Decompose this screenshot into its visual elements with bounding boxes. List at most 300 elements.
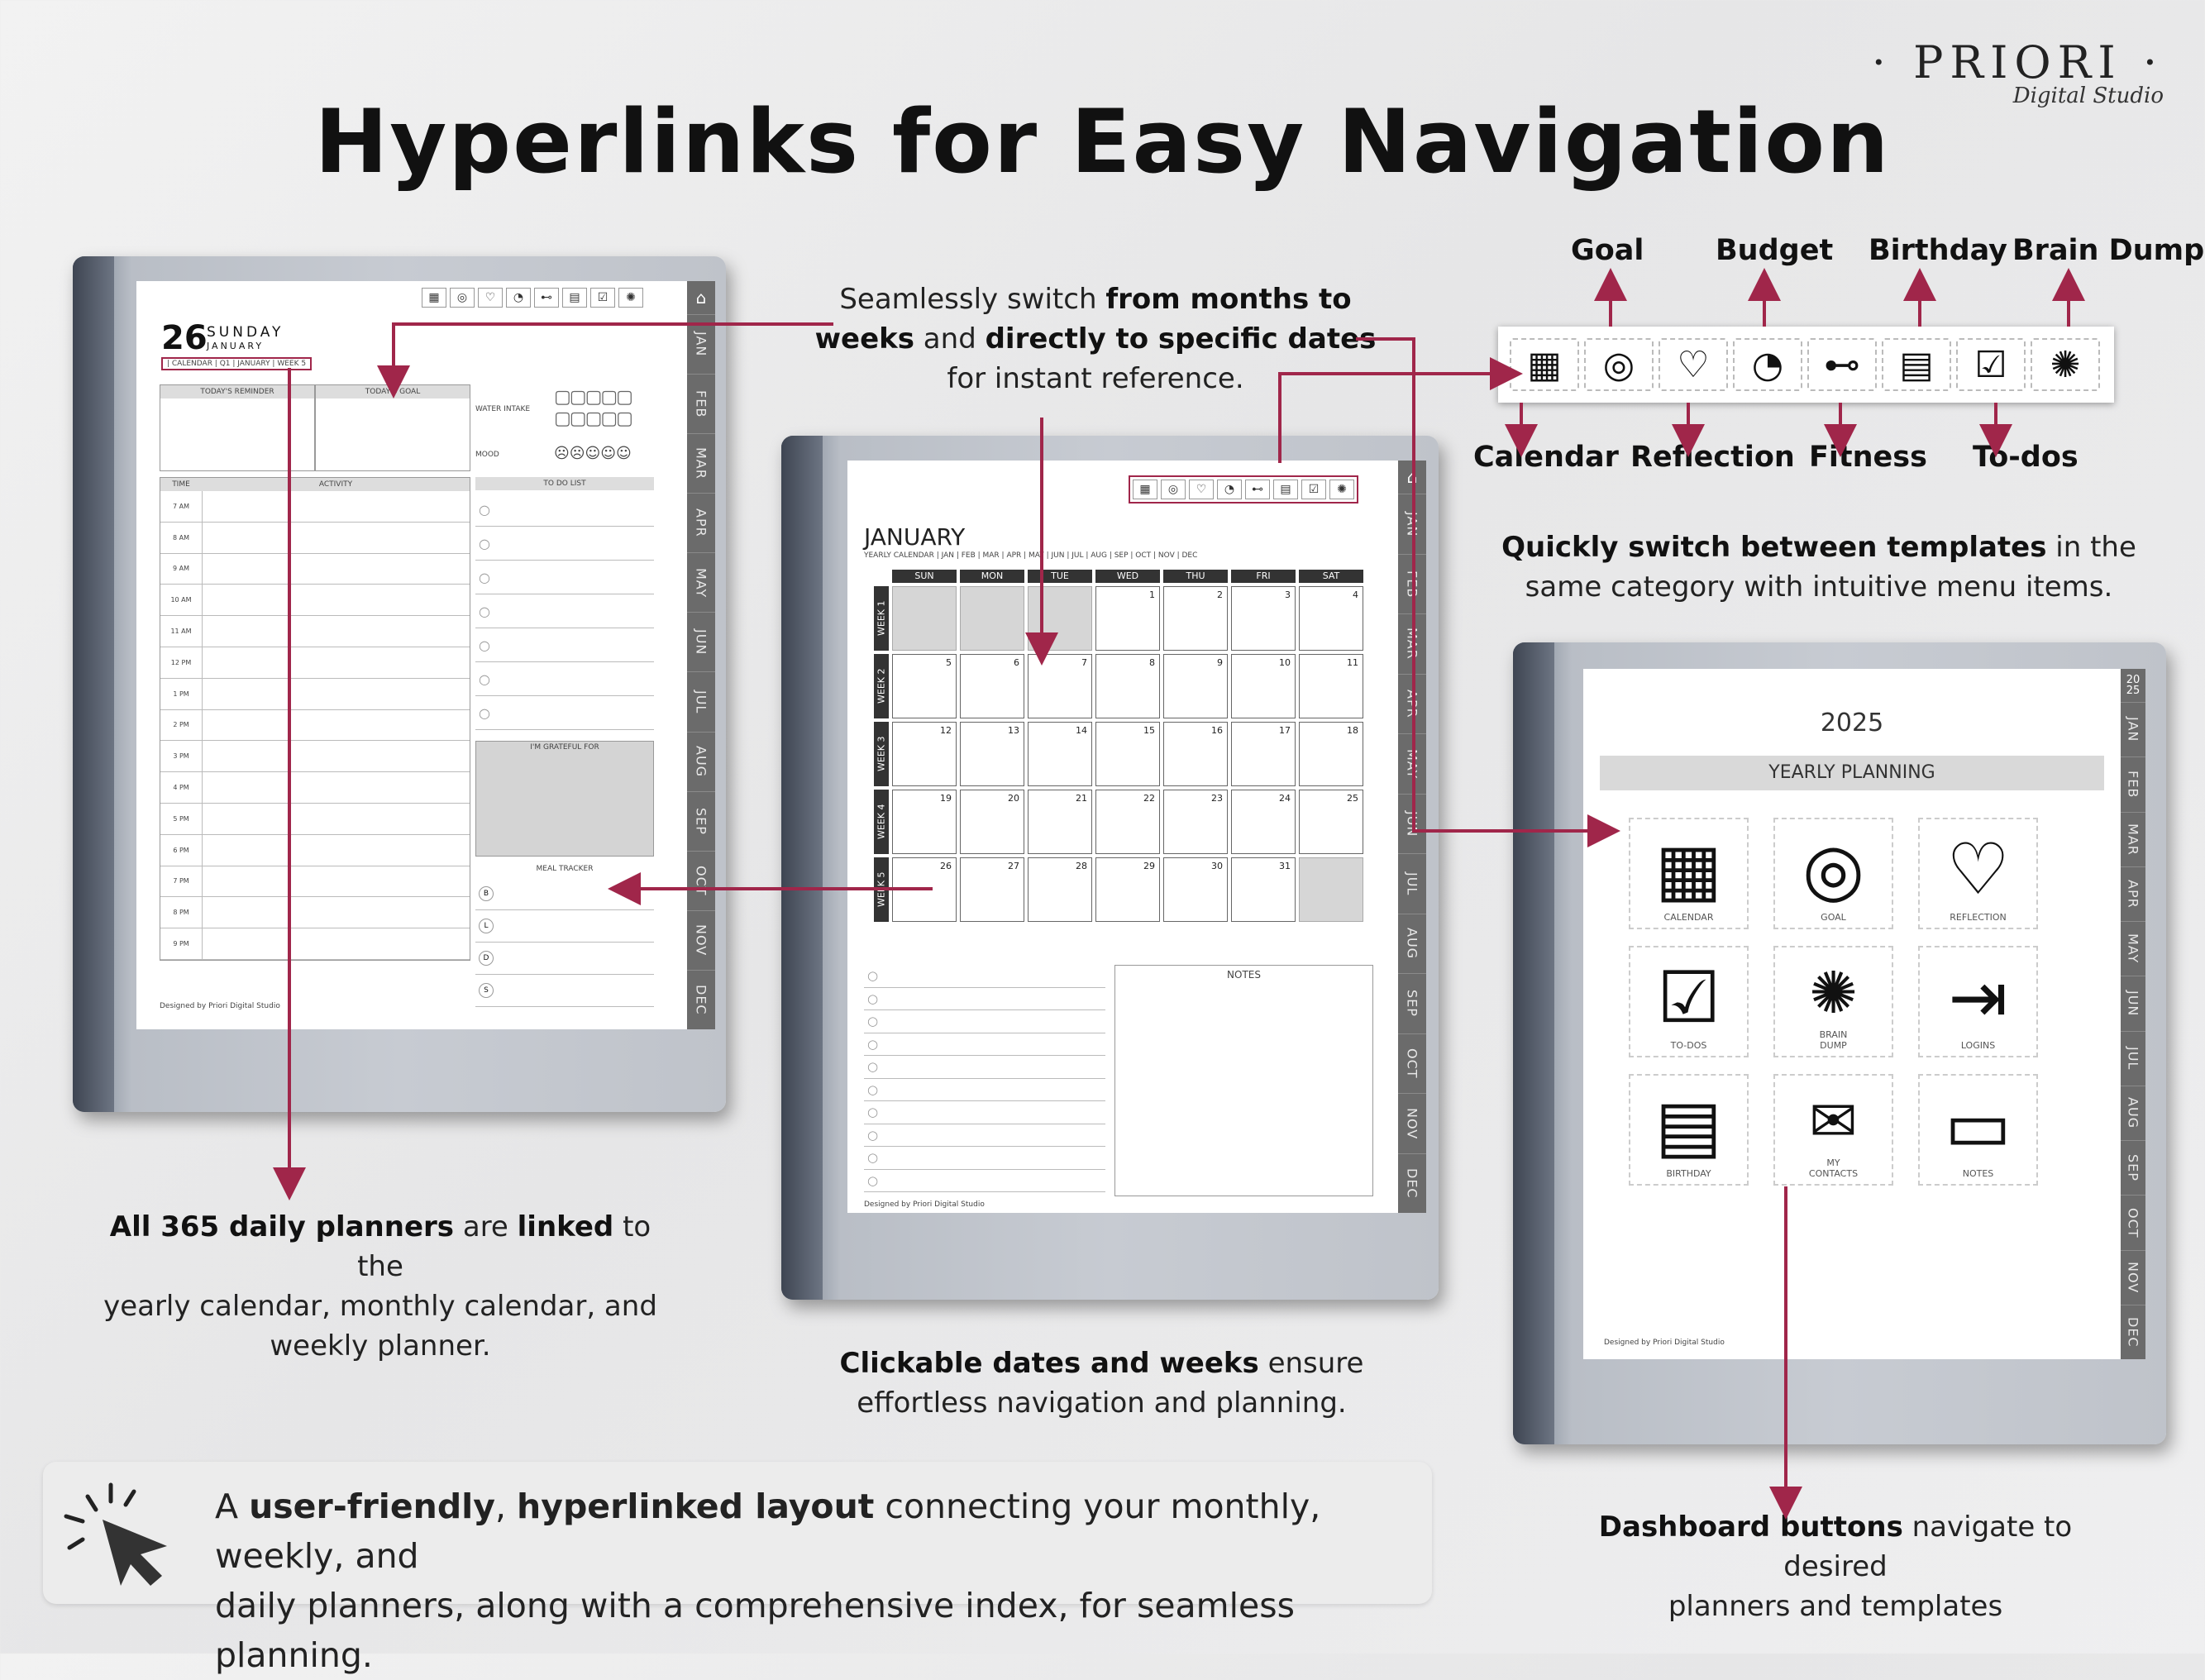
date-cell[interactable]: 1	[1095, 586, 1160, 651]
activity-cell[interactable]	[202, 585, 470, 615]
mood-faces-icon[interactable]: ☹☹☺☺☺	[554, 445, 632, 462]
meal-tracker	[475, 878, 654, 1007]
monthly-calendar-screen	[847, 461, 1426, 1213]
logout-arrow-icon: ⇥	[1948, 957, 2008, 1039]
tab-apr[interactable]: APR	[2121, 866, 2145, 921]
label-fitness: Fitness	[1809, 441, 1927, 474]
navigation-toolbar	[1498, 327, 2114, 403]
checkbox-icon[interactable]: ○	[867, 990, 879, 1006]
notes-icon: ▭	[1944, 1085, 2012, 1167]
tab-sep[interactable]: SEP	[2121, 1140, 2145, 1195]
heart-hands-icon[interactable]: ♡	[1189, 480, 1214, 499]
caption-templates	[1488, 527, 2150, 607]
activity-cell[interactable]	[202, 647, 470, 678]
mood-label: MOOD	[475, 451, 499, 459]
heart-hands-icon[interactable]: ♡	[478, 288, 503, 308]
checkbox-icon[interactable]: ○	[867, 1014, 879, 1029]
toolbar-todos[interactable]	[1956, 338, 2026, 391]
hour-label: 6 PM	[173, 846, 189, 854]
monthly-todo-item[interactable]	[864, 965, 1105, 988]
cap-bold: Clickable dates and weeks	[839, 1347, 1259, 1380]
date-cell[interactable]: 15	[1095, 722, 1160, 786]
checkbox-icon[interactable]: ○	[479, 671, 490, 687]
tab-dec[interactable]: DEC	[1398, 1153, 1426, 1214]
toolbar-calendar[interactable]	[1510, 338, 1579, 391]
logo-brand: · PRIORI ·	[1871, 36, 2164, 88]
hour-label: 7 AM	[172, 502, 189, 510]
dash-label: TO-DOS	[1670, 1040, 1707, 1051]
checkbox-icon[interactable]: ○	[867, 1059, 879, 1075]
checkbox-icon[interactable]: ○	[479, 704, 490, 721]
date-cell[interactable]: 14	[1028, 722, 1092, 786]
dash-contacts[interactable]	[1773, 1074, 1893, 1186]
monthly-todo-list	[864, 965, 1105, 1192]
date-cell[interactable]: 9	[1163, 654, 1228, 718]
todo-item[interactable]	[475, 493, 654, 527]
weekday-header: THU	[1163, 570, 1228, 583]
tab-mar[interactable]: MAR	[1398, 613, 1426, 674]
checkbox-icon[interactable]: ○	[479, 501, 490, 518]
calendar-icon: ▦	[1654, 828, 1723, 911]
weekday-header: MON	[960, 570, 1024, 583]
calendar-icon[interactable]: ▦	[422, 288, 446, 308]
activity-cell[interactable]	[202, 741, 470, 771]
toolbar-birthday[interactable]	[1882, 338, 1951, 391]
tab-oct[interactable]: OCT	[2121, 1195, 2145, 1249]
monthly-footer: Designed by Priori Digital Studio	[864, 1200, 985, 1209]
calendar-icon: ▦	[1527, 343, 1562, 386]
tab-may[interactable]: MAY	[2121, 921, 2145, 976]
month-tabs	[687, 281, 715, 1029]
date-cell[interactable]	[1028, 586, 1092, 651]
tab-jul[interactable]: JUL	[687, 671, 715, 731]
monthly-todo-item[interactable]	[864, 1056, 1105, 1079]
tab-jul[interactable]: JUL	[1398, 853, 1426, 914]
month-title: JANUARY	[864, 523, 966, 551]
activity-header: ACTIVITY	[318, 480, 353, 489]
meal-badge: S	[479, 983, 494, 998]
cap-text: same category with intuitive menu items.	[1525, 570, 2113, 604]
hour-row[interactable]	[160, 554, 470, 585]
date-cell[interactable]: 19	[892, 790, 957, 854]
cap-text: effortless navigation and planning.	[857, 1386, 1347, 1420]
date-cell[interactable]: 18	[1299, 722, 1363, 786]
dash-label: REFLECTION	[1950, 912, 2007, 923]
cap-text: are	[454, 1210, 518, 1243]
date-cell[interactable]: 26	[892, 857, 957, 922]
activity-cell[interactable]	[202, 866, 470, 897]
toolbar-reflection[interactable]	[1659, 338, 1728, 391]
water-cups-icon[interactable]: ▢▢▢▢▢ ▢▢▢▢▢	[554, 387, 632, 429]
checkbox-icon[interactable]: ○	[867, 968, 879, 984]
hour-row[interactable]	[160, 647, 470, 679]
dash-logins[interactable]	[1918, 946, 2038, 1057]
goal-box[interactable]	[315, 384, 470, 471]
label-birthday: Birthday	[1869, 234, 2007, 267]
daily-icon-bar	[422, 288, 643, 308]
hour-rows	[160, 491, 470, 960]
device-daily	[73, 256, 726, 1112]
hour-row[interactable]	[160, 897, 470, 928]
date-cell[interactable]: 30	[1163, 857, 1228, 922]
date-cell[interactable]: 3	[1231, 586, 1296, 651]
tab-may[interactable]: MAY	[1398, 733, 1426, 794]
day-number: 26	[161, 319, 208, 357]
banner-text	[215, 1482, 1422, 1680]
tab-may[interactable]: MAY	[687, 552, 715, 612]
weekday: SUNDAY	[207, 324, 284, 341]
calendar-grid	[892, 570, 1363, 922]
tab-nov[interactable]: NOV	[687, 910, 715, 970]
hour-label: 2 PM	[173, 721, 189, 729]
date-cell[interactable]: 2	[1163, 586, 1228, 651]
cap-text: yearly calendar, monthly calendar, and	[103, 1290, 657, 1323]
daily-footer: Designed by Priori Digital Studio	[160, 1002, 280, 1010]
checkbox-icon[interactable]: ○	[479, 535, 490, 551]
todo-item[interactable]	[475, 594, 654, 628]
caption-clickable-dates	[827, 1344, 1377, 1423]
tab-feb[interactable]: FEB	[2121, 756, 2145, 811]
hour-label: 8 AM	[172, 533, 189, 542]
todo-item[interactable]	[475, 696, 654, 730]
date-cell[interactable]: 21	[1028, 790, 1092, 854]
activity-cell[interactable]	[202, 554, 470, 585]
target-icon[interactable]: ◎	[450, 288, 475, 308]
tab-nov[interactable]: NOV	[1398, 1093, 1426, 1153]
hour-label: 12 PM	[170, 658, 192, 666]
week-label[interactable]: WEEK 1	[874, 586, 889, 651]
monthly-breadcrumb[interactable]: YEARLY CALENDAR | JAN | FEB | MAR | APR | MAY | JUN | JUL | AUG | SEP | OCT | NOV | DEC	[864, 551, 1198, 560]
toolbar-fitness[interactable]	[1807, 338, 1877, 391]
date-cell[interactable]	[1299, 857, 1363, 922]
date-cell[interactable]: 22	[1095, 790, 1160, 854]
checkbox-icon[interactable]: ○	[867, 1081, 879, 1097]
activity-cell[interactable]	[202, 679, 470, 709]
target-icon[interactable]: ◎	[1161, 480, 1186, 499]
hour-row[interactable]	[160, 835, 470, 866]
meal-row[interactable]	[475, 878, 654, 910]
tab-oct[interactable]: OCT	[687, 851, 715, 910]
year-title: 2025	[1820, 709, 1884, 737]
date-cell[interactable]: 29	[1095, 857, 1160, 922]
caption-daily-links	[83, 1207, 678, 1366]
cake-icon[interactable]: ▤	[562, 288, 587, 308]
cap-text: navigate to desired	[1783, 1511, 2073, 1583]
tab-aug[interactable]: AUG	[1398, 914, 1426, 974]
date-cell[interactable]: 27	[960, 857, 1024, 922]
tab-dec[interactable]: DEC	[2121, 1305, 2145, 1359]
checklist-icon: ☑	[1974, 343, 2007, 386]
date-cell[interactable]: 11	[1299, 654, 1363, 718]
reminder-label: TODAY'S REMINDER	[160, 385, 314, 399]
grateful-label: I'M GRATEFUL FOR	[530, 743, 599, 752]
tab-sep[interactable]: SEP	[1398, 973, 1426, 1033]
tab-jan[interactable]: JAN	[687, 314, 715, 374]
monthly-todo-item[interactable]	[864, 1079, 1105, 1102]
tab-mar[interactable]: MAR	[2121, 812, 2145, 866]
dash-birthday[interactable]	[1629, 1074, 1749, 1186]
todo-header	[475, 477, 654, 490]
tab-aug[interactable]: AUG	[687, 732, 715, 791]
monthly-todo-item[interactable]	[864, 1101, 1105, 1124]
home-icon[interactable]: ⌂	[695, 288, 707, 308]
schedule-table	[160, 477, 470, 961]
checklist-icon[interactable]: ☑	[1301, 480, 1326, 499]
meal-row[interactable]	[475, 943, 654, 975]
date-cell[interactable]: 4	[1299, 586, 1363, 651]
activity-cell[interactable]	[202, 835, 470, 866]
yearly-footer: Designed by Priori Digital Studio	[1604, 1339, 1725, 1347]
date-cell[interactable]: 12	[892, 722, 957, 786]
tab-feb[interactable]: FEB	[1398, 554, 1426, 614]
label-goal: Goal	[1571, 234, 1644, 267]
checkbox-icon[interactable]: ○	[867, 1127, 879, 1143]
date-cell[interactable]: 16	[1163, 722, 1228, 786]
tab-oct[interactable]: OCT	[1398, 1033, 1426, 1094]
week-label[interactable]: WEEK 3	[874, 722, 889, 786]
hour-label: 5 PM	[173, 814, 189, 823]
checkbox-icon[interactable]: ○	[479, 603, 490, 619]
cursor-click-icon	[61, 1480, 177, 1587]
date-cell[interactable]: 5	[892, 654, 957, 718]
dumbbell-icon[interactable]: ⊷	[534, 288, 559, 308]
tab-jun[interactable]: JUN	[687, 612, 715, 671]
monthly-icon-bar	[1129, 475, 1358, 504]
meal-row[interactable]	[475, 910, 654, 943]
date-cell[interactable]: 23	[1163, 790, 1228, 854]
monthly-todo-item[interactable]	[864, 1033, 1105, 1057]
dash-notes[interactable]	[1918, 1074, 2038, 1186]
lightbulb-icon[interactable]: ✺	[618, 288, 643, 308]
banner-span: connecting your monthly, weekly, and	[215, 1487, 1321, 1576]
activity-cell[interactable]	[202, 772, 470, 803]
cap-text: and	[914, 322, 986, 356]
date-cell[interactable]: 7	[1028, 654, 1092, 718]
date-cell[interactable]: 31	[1231, 857, 1296, 922]
monthly-todo-item[interactable]	[864, 988, 1105, 1011]
date-cell[interactable]: 17	[1231, 722, 1296, 786]
pie-chart-icon[interactable]: ◔	[506, 288, 531, 308]
checkbox-icon[interactable]: ○	[479, 637, 490, 653]
water-label: WATER INTAKE	[475, 405, 531, 413]
hour-label: 3 PM	[173, 752, 189, 761]
tab-apr[interactable]: APR	[1398, 674, 1426, 734]
monthly-todo-item[interactable]	[864, 1170, 1105, 1193]
week-label[interactable]: WEEK 5	[874, 857, 889, 922]
cap-text: to the	[357, 1210, 651, 1283]
date-cell[interactable]: 13	[960, 722, 1024, 786]
yearly-dashboard-screen	[1583, 669, 2145, 1359]
grateful-box[interactable]	[475, 741, 654, 857]
cake-icon[interactable]: ▤	[1273, 480, 1298, 499]
date-cell[interactable]: 8	[1095, 654, 1160, 718]
date-cell[interactable]: 25	[1299, 790, 1363, 854]
banner-span: ,	[494, 1487, 518, 1526]
dash-label: CALENDAR	[1663, 912, 1714, 923]
cap-text: planners and templates	[1668, 1590, 2003, 1623]
monthly-todo-item[interactable]	[864, 1124, 1105, 1148]
date-cell[interactable]: 10	[1231, 654, 1296, 718]
dash-goal[interactable]	[1773, 818, 1893, 929]
checklist-icon[interactable]: ☑	[590, 288, 615, 308]
hour-row[interactable]	[160, 804, 470, 835]
feature-banner	[43, 1462, 1432, 1675]
banner-bold: user-friendly	[249, 1487, 495, 1526]
activity-cell[interactable]	[202, 523, 470, 553]
date-cell[interactable]: 28	[1028, 857, 1092, 922]
notes-box[interactable]	[1114, 965, 1373, 1196]
toolbar-brain-dump[interactable]	[2031, 338, 2100, 391]
dumbbell-icon[interactable]: ⊷	[1245, 480, 1270, 499]
label-calendar: Calendar	[1473, 441, 1619, 474]
activity-cell[interactable]	[202, 616, 470, 647]
time-header: TIME	[172, 480, 190, 489]
hour-label: 11 AM	[170, 628, 192, 636]
tab-jun[interactable]: JUN	[1398, 794, 1426, 854]
caption-months-weeks	[814, 279, 1377, 399]
monthly-todo-item[interactable]	[864, 1010, 1105, 1033]
reminder-box[interactable]	[160, 384, 315, 471]
hour-row[interactable]	[160, 491, 470, 523]
checkbox-icon[interactable]: ○	[867, 1150, 879, 1166]
dash-label: BRAIN DUMP	[1819, 1029, 1848, 1051]
dash-reflection[interactable]	[1918, 818, 2038, 929]
hour-label: 9 AM	[172, 565, 189, 573]
weekday-header: SAT	[1299, 570, 1363, 583]
tab-aug[interactable]: AUG	[2121, 1086, 2145, 1140]
banner-bold: hyperlinked layout	[517, 1487, 875, 1526]
hour-label: 8 PM	[173, 909, 189, 917]
meal-badge: D	[479, 951, 494, 966]
toolbar-budget[interactable]	[1733, 338, 1802, 391]
date-cell[interactable]: 6	[960, 654, 1024, 718]
dash-label: LOGINS	[1960, 1040, 1996, 1051]
date-cell[interactable]: 20	[960, 790, 1024, 854]
dumbbell-icon: ⊷	[1824, 343, 1860, 386]
pie-chart-icon: ◔	[1751, 343, 1784, 386]
date-cell[interactable]: 24	[1231, 790, 1296, 854]
cap-text: Seamlessly switch	[839, 283, 1106, 316]
label-todos: To-dos	[1973, 441, 2079, 474]
tab-jun[interactable]: JUN	[2121, 976, 2145, 1030]
cap-text: in the	[2046, 531, 2136, 564]
tab-mar[interactable]: MAR	[687, 433, 715, 493]
todo-item[interactable]	[475, 662, 654, 696]
tab-jan[interactable]: JAN	[1398, 494, 1426, 554]
contacts-icon: ✉	[1809, 1087, 1858, 1155]
hour-row[interactable]	[160, 679, 470, 710]
tab-feb[interactable]: FEB	[687, 374, 715, 433]
todo-item[interactable]	[475, 561, 654, 594]
dash-label: GOAL	[1821, 912, 1846, 923]
home-icon[interactable]: ⌂	[1406, 467, 1418, 487]
todo-item[interactable]	[475, 628, 654, 662]
pie-chart-icon[interactable]: ◔	[1217, 480, 1242, 499]
tab-sep[interactable]: SEP	[687, 791, 715, 851]
cap-bold: Quickly switch between templates	[1501, 531, 2047, 564]
lightbulb-icon[interactable]: ✺	[1329, 480, 1354, 499]
dash-label: MY CONTACTS	[1808, 1157, 1859, 1179]
week-label[interactable]: WEEK 2	[874, 654, 889, 718]
device-monthly	[781, 436, 1439, 1300]
cap-bold: linked	[517, 1210, 614, 1243]
hour-row[interactable]	[160, 741, 470, 772]
tab-jan[interactable]: JAN	[2121, 702, 2145, 756]
hour-row[interactable]	[160, 866, 470, 898]
hour-row[interactable]	[160, 523, 470, 554]
tab-nov[interactable]: NOV	[2121, 1250, 2145, 1305]
heart-hands-icon: ♡	[1945, 828, 2011, 911]
dash-todos[interactable]	[1629, 946, 1749, 1057]
target-icon: ◎	[1602, 343, 1635, 386]
brand-logo	[1872, 36, 2164, 108]
activity-cell[interactable]	[202, 710, 470, 741]
todo-list	[475, 493, 654, 730]
hour-row[interactable]	[160, 772, 470, 804]
activity-cell[interactable]	[202, 804, 470, 834]
device-yearly	[1513, 642, 2166, 1444]
weekday-header: SUN	[892, 570, 957, 583]
cap-text: weekly planner.	[270, 1329, 491, 1363]
daily-planner-screen	[136, 281, 715, 1029]
heart-hands-icon: ♡	[1677, 343, 1710, 386]
dash-brain-dump[interactable]	[1773, 946, 1893, 1057]
cake-icon: ▤	[1899, 343, 1934, 386]
meal-badge: L	[479, 919, 494, 933]
hour-label: 1 PM	[173, 690, 189, 698]
hour-label: 7 PM	[173, 877, 189, 885]
tab-apr[interactable]: APR	[687, 493, 715, 552]
tab-jul[interactable]: JUL	[2121, 1031, 2145, 1086]
hour-row[interactable]	[160, 928, 470, 960]
label-budget: Budget	[1716, 234, 1834, 267]
date-cell[interactable]	[892, 586, 957, 651]
daily-breadcrumb[interactable]: | CALENDAR | Q1 | JANUARY | WEEK 5	[161, 357, 312, 370]
day-month: JANUARY	[207, 341, 265, 351]
dash-calendar[interactable]	[1629, 818, 1749, 929]
hour-row[interactable]	[160, 585, 470, 616]
monthly-todo-item[interactable]	[864, 1147, 1105, 1170]
lightbulb-icon: ✺	[2050, 343, 2081, 386]
weekday-header: FRI	[1231, 570, 1296, 583]
label-reflection: Reflection	[1630, 441, 1795, 474]
toolbar-goal[interactable]	[1584, 338, 1654, 391]
hour-row[interactable]	[160, 616, 470, 647]
cap-text: ensure	[1258, 1347, 1364, 1380]
checkbox-icon[interactable]: ○	[867, 1172, 879, 1188]
banner-span: daily planners, along with a comprehensive index, for seamless planning.	[215, 1586, 1295, 1675]
date-cell[interactable]	[960, 586, 1024, 651]
meal-row[interactable]	[475, 975, 654, 1007]
todo-item[interactable]	[475, 527, 654, 561]
dashboard-grid	[1629, 818, 2038, 1186]
checkbox-icon[interactable]: ○	[867, 1105, 879, 1120]
tab-dec[interactable]: DEC	[687, 970, 715, 1029]
dash-label: NOTES	[1962, 1168, 1994, 1179]
hour-row[interactable]	[160, 710, 470, 742]
activity-cell[interactable]	[202, 491, 470, 522]
week-label[interactable]: WEEK 4	[874, 790, 889, 854]
year-tab[interactable]: 20 25	[2126, 674, 2141, 697]
dash-label: BIRTHDAY	[1666, 1168, 1711, 1179]
calendar-icon[interactable]: ▦	[1133, 480, 1157, 499]
yearly-heading: YEARLY PLANNING	[1600, 756, 2104, 790]
activity-cell[interactable]	[202, 897, 470, 928]
checkbox-icon[interactable]: ○	[479, 569, 490, 585]
label-brain-dump: Brain Dump	[2012, 234, 2205, 267]
checkbox-icon[interactable]: ○	[867, 1036, 879, 1052]
activity-cell[interactable]	[202, 928, 470, 959]
